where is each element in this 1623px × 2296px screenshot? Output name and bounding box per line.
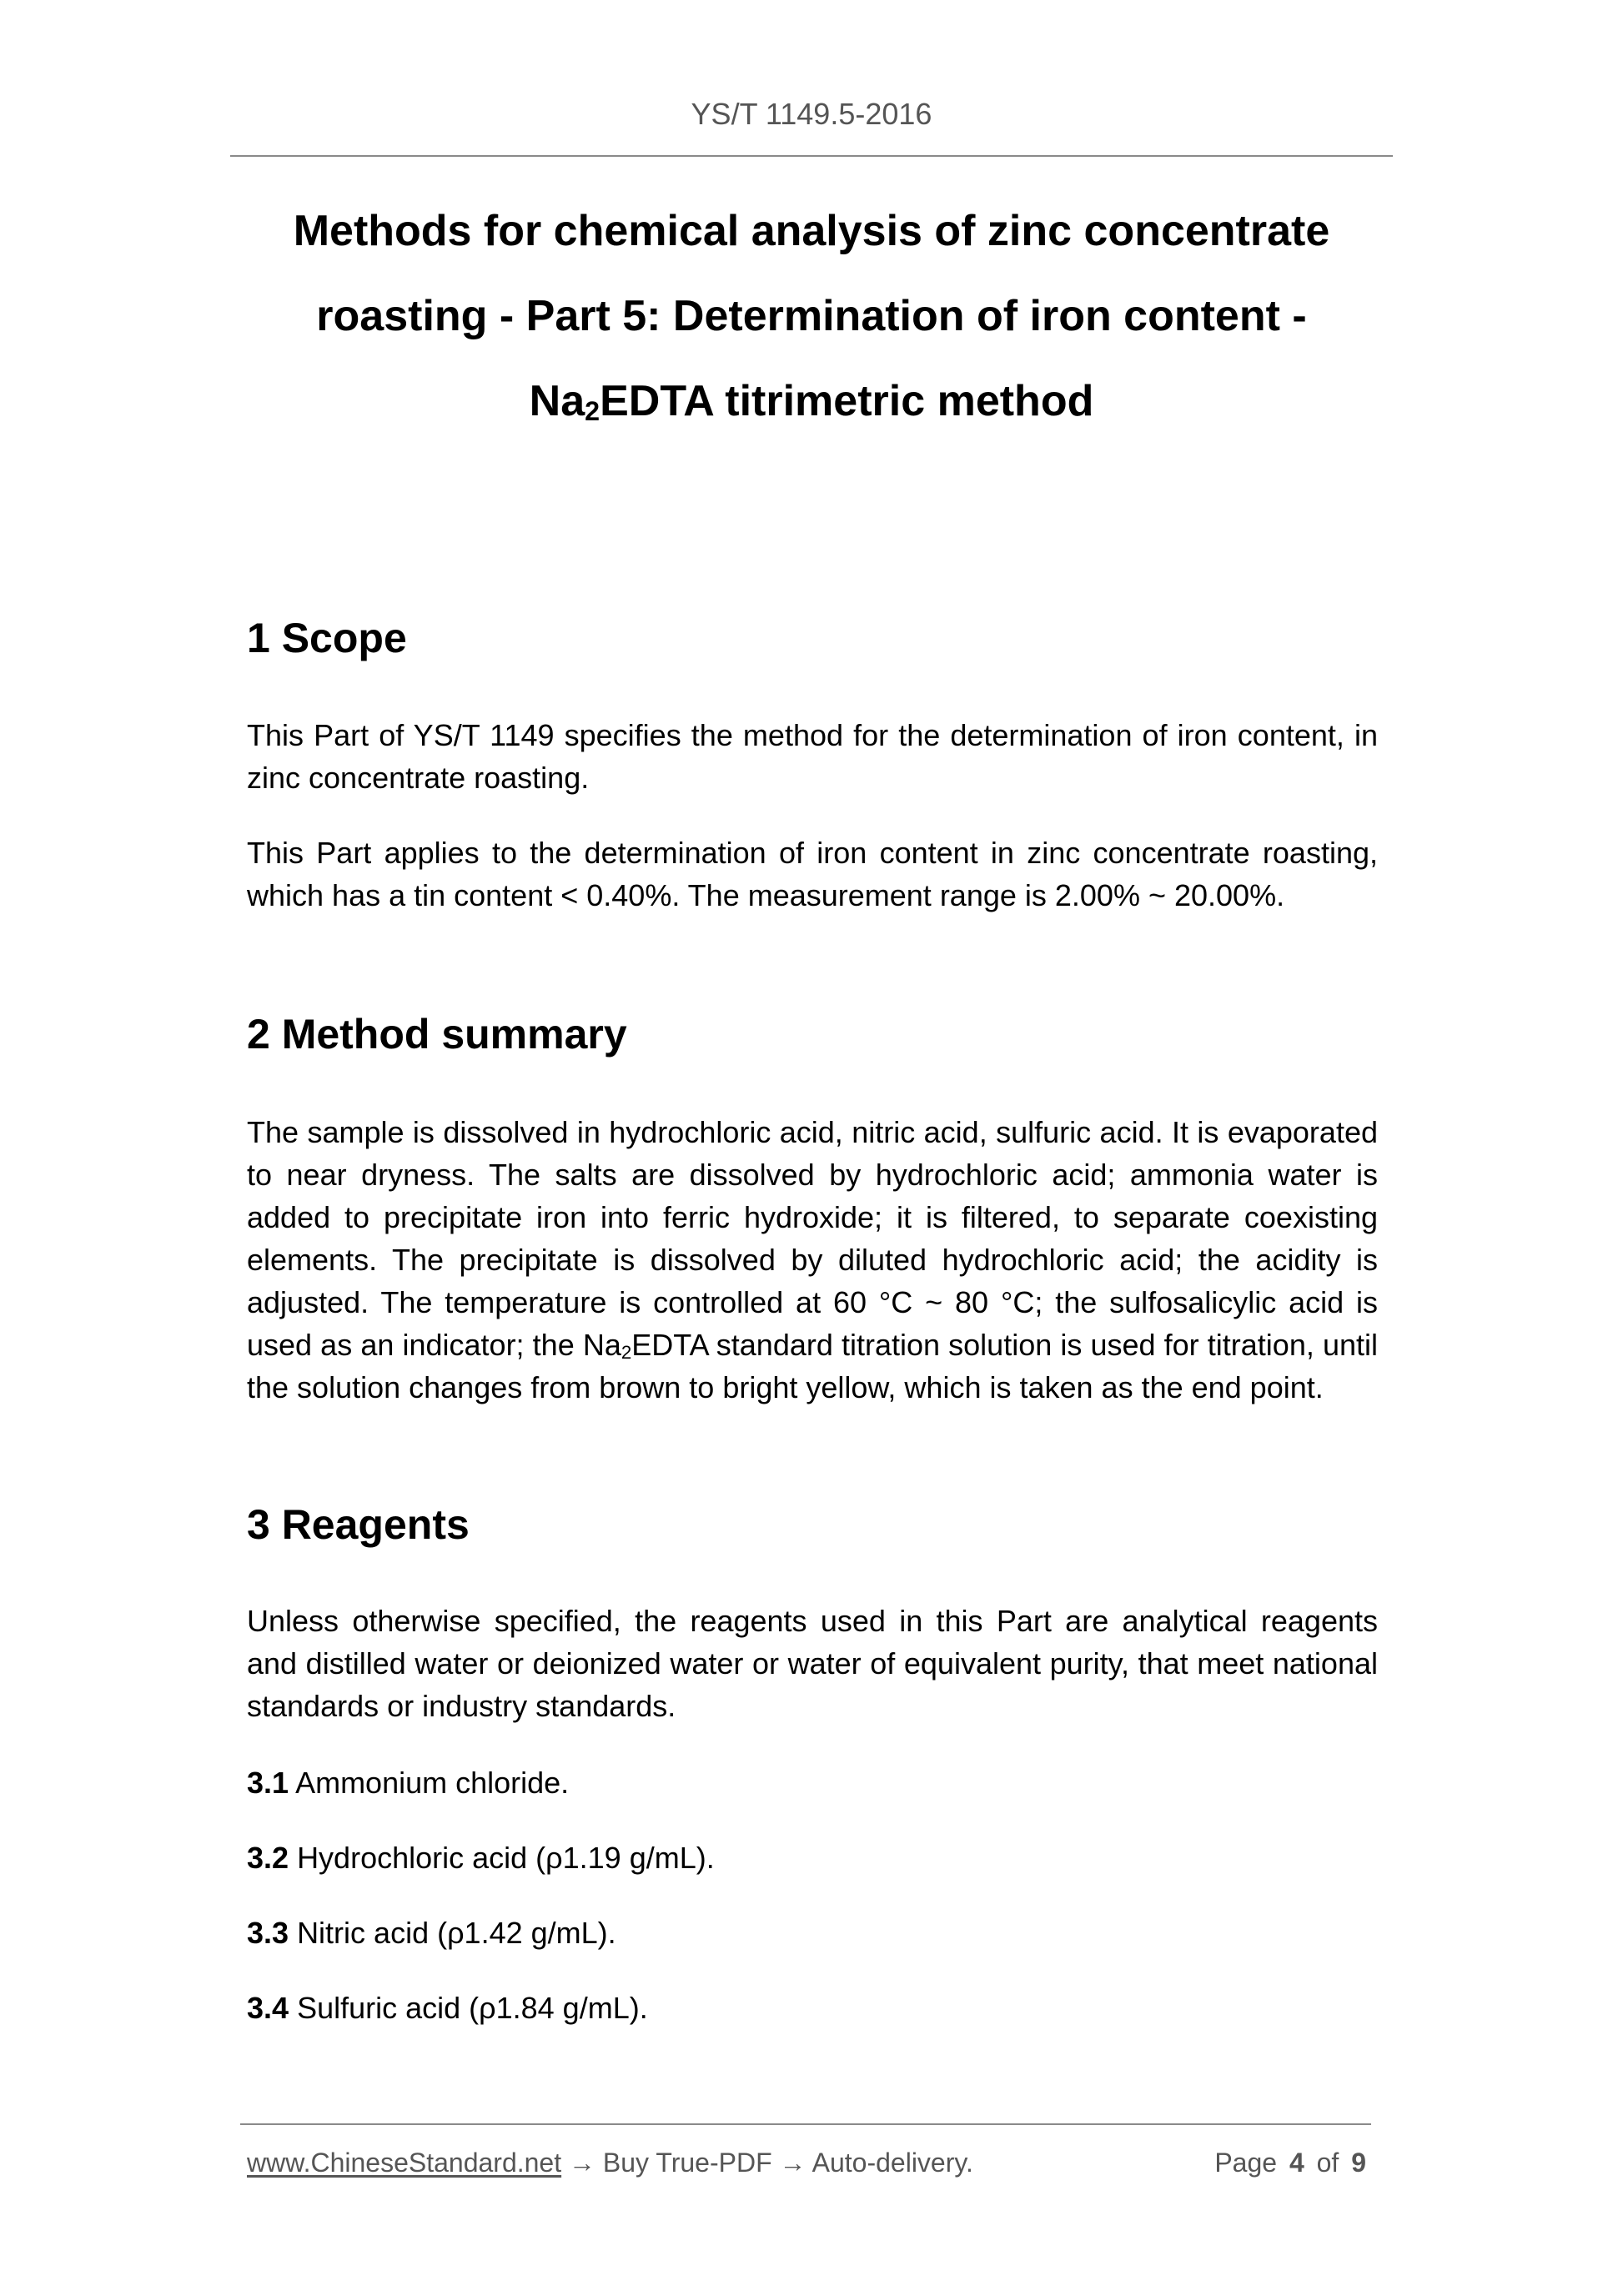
- title-line-1: Methods for chemical analysis of zinc concentrate: [293, 207, 1330, 255]
- of-label: of: [1316, 2148, 1339, 2178]
- title-na: Na: [529, 377, 585, 425]
- method-summary-subscript: 2: [621, 1342, 632, 1364]
- page-label: Page: [1214, 2148, 1278, 2178]
- reagent-item: [247, 1761, 569, 1804]
- section-heading-method-summary: 2 Method summary: [247, 1011, 627, 1058]
- reagents-intro: Unless otherwise specified, the reagents used in this Part are analytical reagents and distilled water or deionized water or water of equivalent purity, that meet national standards or industry standards.: [247, 1604, 1378, 1723]
- chinesestandard-link[interactable]: www.ChineseStandard.net: [247, 2148, 562, 2178]
- section-heading-reagents: 3 Reagents: [247, 1501, 470, 1548]
- footer-divider: [240, 2123, 1371, 2125]
- total-pages-number: 9: [1351, 2148, 1366, 2178]
- reagent-item: [247, 1836, 715, 1879]
- arrow-right-icon: →: [569, 2148, 595, 2178]
- title-edta-method: EDTA titrimetric method: [600, 377, 1094, 425]
- running-header: [230, 98, 1393, 131]
- reagent-item: [247, 1912, 616, 1954]
- reagent-text: Ammonium chloride.: [295, 1766, 570, 1800]
- reagent-text: Sulfuric acid (ρ1.84 g/mL).: [297, 1991, 648, 2025]
- reagent-number: 3.4: [247, 1991, 289, 2025]
- title-line-3: [230, 359, 1393, 444]
- scope-paragraph-1: This Part of YS/T 1149 specifies the method for the determination of iron content, in zinc concentrate roasting.: [247, 718, 1378, 795]
- reagent-text: Nitric acid (ρ1.42 g/mL).: [297, 1916, 616, 1950]
- reagent-item: [247, 1987, 648, 2029]
- footer-promo: [247, 2146, 973, 2179]
- reagent-number: 3.3: [247, 1916, 289, 1950]
- reagent-number: 3.1: [247, 1766, 289, 1800]
- reagent-text: Hydrochloric acid (ρ1.19 g/mL).: [297, 1841, 715, 1875]
- header-divider: [230, 155, 1393, 157]
- section-heading-scope: 1 Scope: [247, 615, 407, 661]
- buy-true-pdf-text: Buy True-PDF: [602, 2148, 772, 2178]
- scope-paragraph-2: This Part applies to the determination of iron content in zinc concentrate roasting, which has a tin content < 0.40%. The measurement range is 2.00% ~ 20.00%.: [247, 836, 1378, 912]
- standard-code: YS/T 1149.5-2016: [691, 97, 932, 131]
- title-subscript: 2: [585, 395, 600, 426]
- method-summary-paragraph: [247, 1111, 1378, 1409]
- method-summary-text-2: EDTA standard titration solution is used for titration, until the solution changes from brown to bright yellow, which is taken as the end point.: [247, 1328, 1379, 1404]
- document-title: [230, 188, 1393, 444]
- auto-delivery-text: Auto-delivery.: [812, 2148, 973, 2178]
- method-summary-text-1: The sample is dissolved in hydrochloric acid, nitric acid, sulfuric acid. It is evaporated to near dryness. The salts are dissolved by hydrochloric acid; ammonia water is added to precipitate iron into ferric hydroxide; it is filtered, to separate coexisting elements. The precipitate is dissolved by diluted hydrochloric acid; the acidity is adjusted. The temperature is controlled at 60 °C ~ 80 °C; the sulfosalicylic acid is used as an indicator; the Na: [247, 1115, 1378, 1362]
- title-line-2: roasting - Part 5: Determination of iron content -: [316, 292, 1307, 340]
- arrow-right-icon: →: [779, 2148, 806, 2178]
- current-page-number: 4: [1289, 2148, 1304, 2178]
- reagent-number: 3.2: [247, 1841, 289, 1875]
- page-indicator: [1084, 2146, 1366, 2179]
